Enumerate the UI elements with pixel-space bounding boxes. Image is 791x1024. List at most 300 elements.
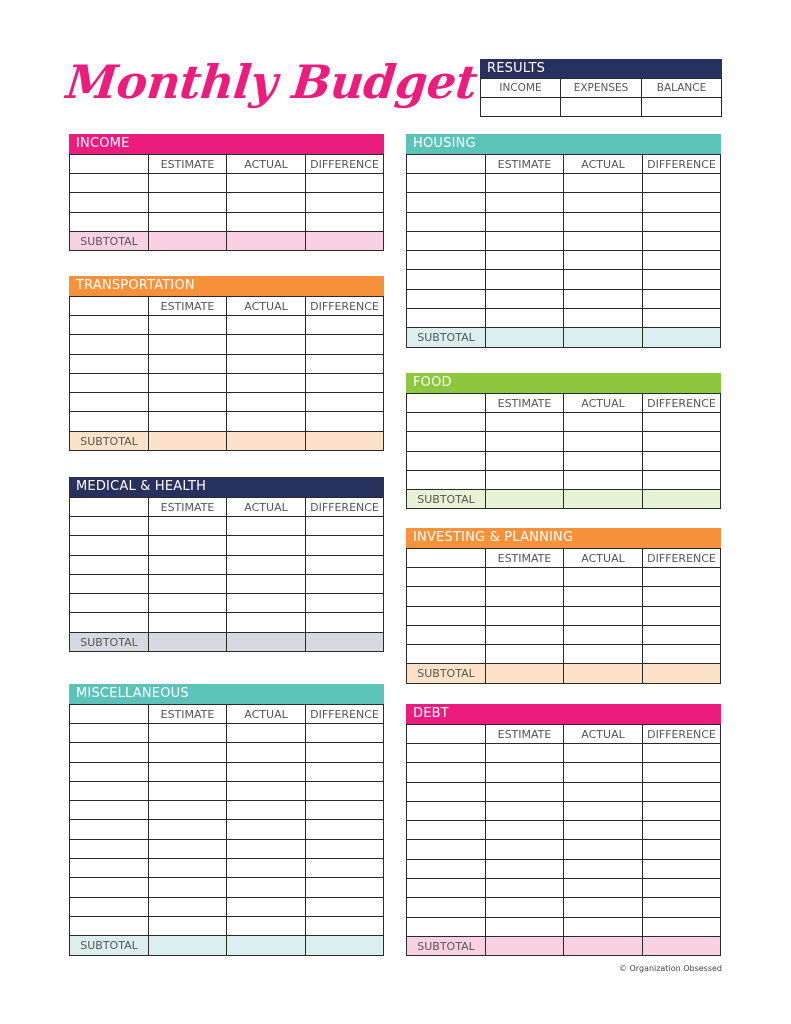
actual-cell[interactable] <box>227 898 306 917</box>
entry-label-cell[interactable] <box>407 879 486 898</box>
actual-cell[interactable] <box>227 412 306 431</box>
subtotal-cell[interactable] <box>643 937 721 956</box>
entry-label-cell[interactable] <box>70 917 149 936</box>
actual-cell[interactable] <box>564 213 643 232</box>
actual-cell[interactable] <box>564 174 643 193</box>
estimate-cell[interactable] <box>149 724 227 743</box>
actual-cell[interactable] <box>227 355 306 374</box>
estimate-cell[interactable] <box>486 626 564 645</box>
subtotal-cell[interactable] <box>643 328 721 347</box>
estimate-cell[interactable] <box>486 802 564 821</box>
column-header: DIFFERENCE <box>306 155 384 174</box>
estimate-cell[interactable] <box>486 840 564 859</box>
estimate-cell[interactable] <box>149 820 227 839</box>
column-header-blank <box>70 297 149 316</box>
actual-cell[interactable] <box>564 452 643 471</box>
difference-cell[interactable] <box>643 879 721 898</box>
difference-cell[interactable] <box>306 517 384 536</box>
column-header: ACTUAL <box>564 725 643 744</box>
subtotal-cell[interactable] <box>486 490 564 509</box>
subtotal-label: SUBTOTAL <box>70 633 149 652</box>
subtotal-cell[interactable] <box>306 432 384 451</box>
section-table <box>69 497 384 652</box>
difference-cell[interactable] <box>306 743 384 762</box>
estimate-cell[interactable] <box>486 452 564 471</box>
estimate-cell[interactable] <box>149 335 227 354</box>
actual-cell[interactable] <box>227 878 306 897</box>
actual-cell[interactable] <box>564 413 643 432</box>
difference-cell[interactable] <box>306 316 384 335</box>
subtotal-label: SUBTOTAL <box>407 490 486 509</box>
subtotal-cell[interactable] <box>149 633 227 652</box>
estimate-cell[interactable] <box>149 174 227 193</box>
column-header: DIFFERENCE <box>306 498 384 517</box>
section-table <box>69 704 384 956</box>
estimate-cell[interactable] <box>486 860 564 879</box>
difference-cell[interactable] <box>306 859 384 878</box>
entry-label-cell[interactable] <box>407 270 486 289</box>
actual-cell[interactable] <box>227 840 306 859</box>
column-header: DIFFERENCE <box>643 725 721 744</box>
column-header-blank <box>70 155 149 174</box>
difference-cell[interactable] <box>306 724 384 743</box>
difference-cell[interactable] <box>643 213 721 232</box>
actual-cell[interactable] <box>227 393 306 412</box>
estimate-cell[interactable] <box>149 355 227 374</box>
difference-cell[interactable] <box>306 556 384 575</box>
actual-cell[interactable] <box>227 517 306 536</box>
entry-label-cell[interactable] <box>407 840 486 859</box>
estimate-cell[interactable] <box>149 594 227 613</box>
column-header: ACTUAL <box>227 297 306 316</box>
difference-cell[interactable] <box>306 820 384 839</box>
entry-label-cell[interactable] <box>70 763 149 782</box>
difference-cell[interactable] <box>643 290 721 309</box>
results-value-cell[interactable] <box>561 98 642 117</box>
actual-cell[interactable] <box>564 270 643 289</box>
estimate-cell[interactable] <box>149 859 227 878</box>
entry-label-cell[interactable] <box>407 898 486 917</box>
actual-cell[interactable] <box>564 645 643 664</box>
subtotal-cell[interactable] <box>564 328 643 347</box>
actual-cell[interactable] <box>227 724 306 743</box>
subtotal-label: SUBTOTAL <box>407 664 486 683</box>
entry-label-cell[interactable] <box>407 587 486 606</box>
section-header: DEBT <box>406 704 721 724</box>
actual-cell[interactable] <box>227 556 306 575</box>
entry-label-cell[interactable] <box>407 802 486 821</box>
subtotal-cell[interactable] <box>486 328 564 347</box>
estimate-cell[interactable] <box>149 393 227 412</box>
entry-label-cell[interactable] <box>70 878 149 897</box>
subtotal-label: SUBTOTAL <box>70 232 149 251</box>
column-header: DIFFERENCE <box>643 155 721 174</box>
difference-cell[interactable] <box>306 575 384 594</box>
difference-cell[interactable] <box>306 412 384 431</box>
estimate-cell[interactable] <box>149 782 227 801</box>
section-header: MISCELLANEOUS <box>69 684 384 704</box>
entry-label-cell[interactable] <box>70 536 149 555</box>
entry-label-cell[interactable] <box>407 568 486 587</box>
section-food <box>406 373 721 509</box>
actual-cell[interactable] <box>227 575 306 594</box>
column-header-blank <box>407 549 486 568</box>
results-column-header: INCOME <box>481 79 561 98</box>
column-header: ESTIMATE <box>149 297 227 316</box>
estimate-cell[interactable] <box>486 174 564 193</box>
estimate-cell[interactable] <box>486 744 564 763</box>
section-table <box>69 296 384 451</box>
entry-label-cell[interactable] <box>70 724 149 743</box>
estimate-cell[interactable] <box>486 232 564 251</box>
entry-label-cell[interactable] <box>70 193 149 212</box>
difference-cell[interactable] <box>643 645 721 664</box>
estimate-cell[interactable] <box>149 517 227 536</box>
estimate-cell[interactable] <box>149 316 227 335</box>
estimate-cell[interactable] <box>486 568 564 587</box>
column-header: ACTUAL <box>564 394 643 413</box>
estimate-cell[interactable] <box>149 743 227 762</box>
column-header: DIFFERENCE <box>643 394 721 413</box>
difference-cell[interactable] <box>306 840 384 859</box>
estimate-cell[interactable] <box>486 251 564 270</box>
estimate-cell[interactable] <box>149 193 227 212</box>
subtotal-cell[interactable] <box>227 633 306 652</box>
entry-label-cell[interactable] <box>407 413 486 432</box>
estimate-cell[interactable] <box>486 193 564 212</box>
column-header: ACTUAL <box>227 498 306 517</box>
difference-cell[interactable] <box>306 801 384 820</box>
difference-cell[interactable] <box>306 374 384 393</box>
difference-cell[interactable] <box>306 917 384 936</box>
estimate-cell[interactable] <box>486 898 564 917</box>
estimate-cell[interactable] <box>149 801 227 820</box>
entry-label-cell[interactable] <box>407 452 486 471</box>
entry-label-cell[interactable] <box>407 174 486 193</box>
column-header: ESTIMATE <box>149 498 227 517</box>
estimate-cell[interactable] <box>149 878 227 897</box>
actual-cell[interactable] <box>564 898 643 917</box>
subtotal-cell[interactable] <box>227 432 306 451</box>
actual-cell[interactable] <box>564 290 643 309</box>
column-header-blank <box>70 498 149 517</box>
actual-cell[interactable] <box>227 743 306 762</box>
entry-label-cell[interactable] <box>70 335 149 354</box>
difference-cell[interactable] <box>643 840 721 859</box>
actual-cell[interactable] <box>564 783 643 802</box>
entry-label-cell[interactable] <box>70 316 149 335</box>
difference-cell[interactable] <box>306 393 384 412</box>
entry-label-cell[interactable] <box>407 821 486 840</box>
actual-cell[interactable] <box>564 587 643 606</box>
section-table <box>406 724 721 956</box>
entry-label-cell[interactable] <box>70 355 149 374</box>
estimate-cell[interactable] <box>149 917 227 936</box>
subtotal-cell[interactable] <box>227 936 306 955</box>
estimate-cell[interactable] <box>149 575 227 594</box>
entry-label-cell[interactable] <box>70 412 149 431</box>
column-header: ESTIMATE <box>486 155 564 174</box>
entry-label-cell[interactable] <box>70 393 149 412</box>
actual-cell[interactable] <box>564 879 643 898</box>
results-header: RESULTS <box>480 59 722 78</box>
entry-label-cell[interactable] <box>407 232 486 251</box>
section-header: TRANSPORTATION <box>69 276 384 296</box>
entry-label-cell[interactable] <box>70 859 149 878</box>
entry-label-cell[interactable] <box>407 251 486 270</box>
section-header: INVESTING & PLANNING <box>406 528 721 548</box>
actual-cell[interactable] <box>227 536 306 555</box>
difference-cell[interactable] <box>643 432 721 451</box>
actual-cell[interactable] <box>227 594 306 613</box>
actual-cell[interactable] <box>227 374 306 393</box>
actual-cell[interactable] <box>564 821 643 840</box>
difference-cell[interactable] <box>306 174 384 193</box>
column-header: ACTUAL <box>564 155 643 174</box>
section-table <box>406 548 721 684</box>
actual-cell[interactable] <box>227 316 306 335</box>
column-header: ACTUAL <box>227 705 306 724</box>
entry-label-cell[interactable] <box>70 613 149 632</box>
entry-label-cell[interactable] <box>407 193 486 212</box>
actual-cell[interactable] <box>227 174 306 193</box>
difference-cell[interactable] <box>643 744 721 763</box>
difference-cell[interactable] <box>643 452 721 471</box>
column-header-blank <box>407 725 486 744</box>
entry-label-cell[interactable] <box>407 432 486 451</box>
actual-cell[interactable] <box>564 607 643 626</box>
difference-cell[interactable] <box>643 568 721 587</box>
estimate-cell[interactable] <box>486 645 564 664</box>
difference-cell[interactable] <box>306 594 384 613</box>
actual-cell[interactable] <box>564 626 643 645</box>
entry-label-cell[interactable] <box>70 801 149 820</box>
entry-label-cell[interactable] <box>407 607 486 626</box>
estimate-cell[interactable] <box>486 309 564 328</box>
subtotal-cell[interactable] <box>149 936 227 955</box>
difference-cell[interactable] <box>306 335 384 354</box>
actual-cell[interactable] <box>564 568 643 587</box>
estimate-cell[interactable] <box>486 413 564 432</box>
difference-cell[interactable] <box>306 878 384 897</box>
estimate-cell[interactable] <box>486 763 564 782</box>
section-header: FOOD <box>406 373 721 393</box>
estimate-cell[interactable] <box>149 536 227 555</box>
entry-label-cell[interactable] <box>407 309 486 328</box>
subtotal-cell[interactable] <box>486 664 564 683</box>
difference-cell[interactable] <box>643 763 721 782</box>
difference-cell[interactable] <box>643 821 721 840</box>
actual-cell[interactable] <box>227 193 306 212</box>
difference-cell[interactable] <box>306 536 384 555</box>
difference-cell[interactable] <box>643 918 721 937</box>
estimate-cell[interactable] <box>486 607 564 626</box>
difference-cell[interactable] <box>643 783 721 802</box>
entry-label-cell[interactable] <box>70 594 149 613</box>
difference-cell[interactable] <box>643 174 721 193</box>
subtotal-cell[interactable] <box>149 432 227 451</box>
section-transportation <box>69 276 384 451</box>
section-medical-health <box>69 477 384 652</box>
difference-cell[interactable] <box>643 587 721 606</box>
entry-label-cell[interactable] <box>407 783 486 802</box>
actual-cell[interactable] <box>227 820 306 839</box>
entry-label-cell[interactable] <box>70 374 149 393</box>
estimate-cell[interactable] <box>486 918 564 937</box>
subtotal-cell[interactable] <box>227 232 306 251</box>
entry-label-cell[interactable] <box>407 744 486 763</box>
estimate-cell[interactable] <box>149 374 227 393</box>
estimate-cell[interactable] <box>486 213 564 232</box>
entry-label-cell[interactable] <box>407 763 486 782</box>
results-value-cell[interactable] <box>481 98 561 117</box>
section-header: MEDICAL & HEALTH <box>69 477 384 497</box>
subtotal-cell[interactable] <box>643 664 721 683</box>
subtotal-label: SUBTOTAL <box>70 432 149 451</box>
difference-cell[interactable] <box>643 309 721 328</box>
entry-label-cell[interactable] <box>70 575 149 594</box>
column-header-blank <box>70 705 149 724</box>
estimate-cell[interactable] <box>149 763 227 782</box>
column-header: ESTIMATE <box>486 394 564 413</box>
difference-cell[interactable] <box>306 355 384 374</box>
difference-cell[interactable] <box>306 193 384 212</box>
estimate-cell[interactable] <box>486 879 564 898</box>
estimate-cell[interactable] <box>149 213 227 232</box>
estimate-cell[interactable] <box>486 471 564 490</box>
subtotal-cell[interactable] <box>306 936 384 955</box>
column-header: ACTUAL <box>227 155 306 174</box>
actual-cell[interactable] <box>564 860 643 879</box>
difference-cell[interactable] <box>643 860 721 879</box>
difference-cell[interactable] <box>643 471 721 490</box>
estimate-cell[interactable] <box>486 432 564 451</box>
section-table <box>406 154 721 348</box>
entry-label-cell[interactable] <box>70 898 149 917</box>
entry-label-cell[interactable] <box>407 626 486 645</box>
entry-label-cell[interactable] <box>70 174 149 193</box>
subtotal-cell[interactable] <box>564 664 643 683</box>
entry-label-cell[interactable] <box>70 820 149 839</box>
results-column-header: EXPENSES <box>561 79 642 98</box>
entry-label-cell[interactable] <box>70 213 149 232</box>
difference-cell[interactable] <box>306 782 384 801</box>
results-table <box>480 59 722 117</box>
estimate-cell[interactable] <box>149 613 227 632</box>
actual-cell[interactable] <box>564 918 643 937</box>
subtotal-cell[interactable] <box>564 490 643 509</box>
subtotal-cell[interactable] <box>486 937 564 956</box>
difference-cell[interactable] <box>643 413 721 432</box>
column-header: ESTIMATE <box>486 549 564 568</box>
entry-label-cell[interactable] <box>407 860 486 879</box>
actual-cell[interactable] <box>564 802 643 821</box>
difference-cell[interactable] <box>643 607 721 626</box>
difference-cell[interactable] <box>643 626 721 645</box>
entry-label-cell[interactable] <box>407 213 486 232</box>
estimate-cell[interactable] <box>486 821 564 840</box>
results-value-cell[interactable] <box>642 98 722 117</box>
actual-cell[interactable] <box>564 251 643 270</box>
estimate-cell[interactable] <box>486 290 564 309</box>
estimate-cell[interactable] <box>486 270 564 289</box>
column-header: ACTUAL <box>564 549 643 568</box>
subtotal-cell[interactable] <box>643 490 721 509</box>
entry-label-cell[interactable] <box>70 743 149 762</box>
section-debt <box>406 704 721 956</box>
actual-cell[interactable] <box>564 744 643 763</box>
section-investing-planning <box>406 528 721 684</box>
actual-cell[interactable] <box>227 859 306 878</box>
subtotal-cell[interactable] <box>564 937 643 956</box>
estimate-cell[interactable] <box>149 898 227 917</box>
entry-label-cell[interactable] <box>407 471 486 490</box>
entry-label-cell[interactable] <box>70 517 149 536</box>
column-header: ESTIMATE <box>149 705 227 724</box>
actual-cell[interactable] <box>564 840 643 859</box>
subtotal-cell[interactable] <box>306 633 384 652</box>
entry-label-cell[interactable] <box>407 918 486 937</box>
difference-cell[interactable] <box>643 193 721 212</box>
column-header: DIFFERENCE <box>643 549 721 568</box>
difference-cell[interactable] <box>643 232 721 251</box>
estimate-cell[interactable] <box>486 783 564 802</box>
subtotal-cell[interactable] <box>306 232 384 251</box>
entry-label-cell[interactable] <box>70 556 149 575</box>
difference-cell[interactable] <box>306 898 384 917</box>
column-header-blank <box>407 394 486 413</box>
section-table <box>69 154 384 251</box>
actual-cell[interactable] <box>227 613 306 632</box>
actual-cell[interactable] <box>564 763 643 782</box>
estimate-cell[interactable] <box>149 556 227 575</box>
actual-cell[interactable] <box>227 801 306 820</box>
actual-cell[interactable] <box>227 917 306 936</box>
difference-cell[interactable] <box>306 213 384 232</box>
actual-cell[interactable] <box>227 782 306 801</box>
actual-cell[interactable] <box>564 309 643 328</box>
actual-cell[interactable] <box>564 471 643 490</box>
difference-cell[interactable] <box>643 251 721 270</box>
actual-cell[interactable] <box>227 335 306 354</box>
estimate-cell[interactable] <box>149 412 227 431</box>
difference-cell[interactable] <box>643 898 721 917</box>
entry-label-cell[interactable] <box>407 290 486 309</box>
entry-label-cell[interactable] <box>70 840 149 859</box>
entry-label-cell[interactable] <box>407 645 486 664</box>
actual-cell[interactable] <box>564 432 643 451</box>
estimate-cell[interactable] <box>486 587 564 606</box>
actual-cell[interactable] <box>564 232 643 251</box>
subtotal-cell[interactable] <box>149 232 227 251</box>
estimate-cell[interactable] <box>149 840 227 859</box>
difference-cell[interactable] <box>643 802 721 821</box>
actual-cell[interactable] <box>227 213 306 232</box>
column-header: ESTIMATE <box>149 155 227 174</box>
results-column-header: BALANCE <box>642 79 722 98</box>
column-header: DIFFERENCE <box>306 297 384 316</box>
section-housing <box>406 134 721 348</box>
entry-label-cell[interactable] <box>70 782 149 801</box>
difference-cell[interactable] <box>306 763 384 782</box>
difference-cell[interactable] <box>643 270 721 289</box>
actual-cell[interactable] <box>564 193 643 212</box>
difference-cell[interactable] <box>306 613 384 632</box>
subtotal-label: SUBTOTAL <box>407 328 486 347</box>
column-header-blank <box>407 155 486 174</box>
actual-cell[interactable] <box>227 763 306 782</box>
section-header: INCOME <box>69 134 384 154</box>
